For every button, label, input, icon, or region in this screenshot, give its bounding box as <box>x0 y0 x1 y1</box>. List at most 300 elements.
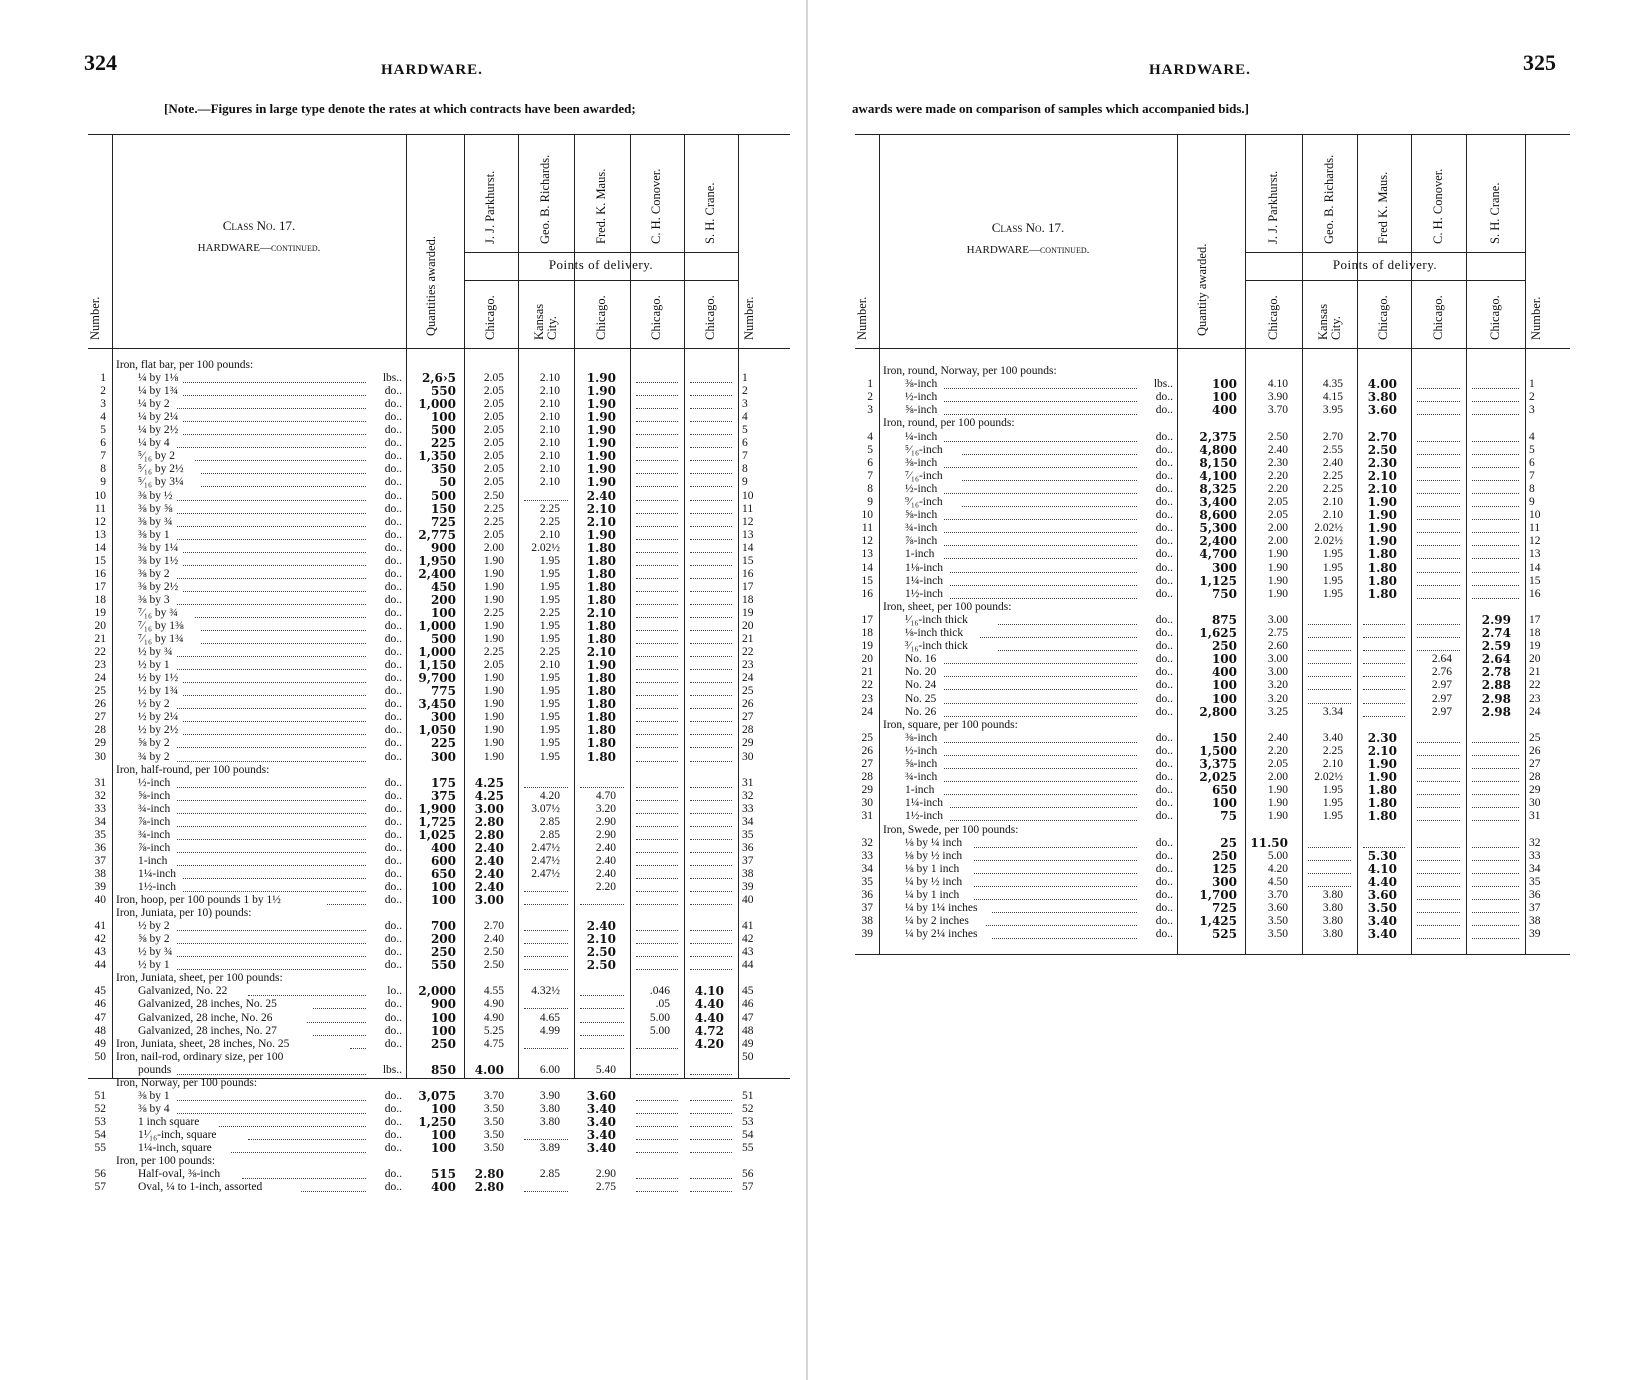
section-title: Iron, flat bar, per 100 pounds: <box>116 359 254 371</box>
unit-label: do.. <box>1155 758 1173 770</box>
empty-price-dots <box>690 1142 732 1153</box>
quantity-header: Quantity awarded. <box>1195 243 1209 336</box>
unit-label: do.. <box>1155 456 1173 469</box>
row-number-right: 31 <box>742 776 754 789</box>
leader-dots <box>998 614 1138 625</box>
empty-price-dots <box>524 490 568 501</box>
item-description: ⁷⁄₁₆ by 1⅜ <box>138 620 184 632</box>
quantity-awarded: 300 <box>1211 560 1237 575</box>
row-number: 36 <box>861 889 873 901</box>
bid-price: 2.98 <box>1481 704 1511 719</box>
bid-price: 1.95 <box>1322 561 1343 574</box>
unit-label: do.. <box>384 437 402 450</box>
leader-dots <box>177 398 366 409</box>
city-header: Chicago. <box>703 295 717 340</box>
row-number: 22 <box>94 646 106 659</box>
empty-price-dots <box>636 933 678 944</box>
bid-price: 2.20 <box>1267 744 1288 757</box>
leader-dots <box>177 1064 366 1075</box>
row-number-right: 2 <box>1529 391 1535 404</box>
empty-price-dots <box>1472 915 1519 926</box>
table-row <box>88 737 790 751</box>
bid-price: 2.50 <box>1367 442 1397 457</box>
empty-price-dots <box>1417 876 1460 887</box>
item-description: ⁵⁄₁₆ by 2½ <box>138 463 184 476</box>
leader-dots <box>944 431 1137 442</box>
quantity-awarded: 75 <box>1220 809 1237 824</box>
item-description: ⅜-inch <box>905 456 938 469</box>
row-number: 29 <box>861 784 873 797</box>
row-number-right: 35 <box>1529 875 1541 888</box>
quantity-awarded: 875 <box>1211 612 1237 627</box>
table-row <box>88 490 790 504</box>
empty-price-dots <box>636 698 678 709</box>
empty-price-dots <box>1417 771 1460 782</box>
bid-price: 3.40 <box>1367 927 1397 942</box>
empty-price-dots <box>636 737 678 748</box>
row-number-right: 13 <box>1529 548 1541 561</box>
row-number: 42 <box>94 933 106 946</box>
row-number-right: 31 <box>1529 810 1541 823</box>
row-number: 19 <box>94 606 106 619</box>
bid-price: 1.90 <box>1267 574 1288 587</box>
bid-price: 2.00 <box>1267 522 1288 535</box>
item-description: Half-oval, ⅜-inch <box>138 1168 221 1181</box>
bid-price: 1.90 <box>1367 757 1397 771</box>
empty-price-dots <box>636 633 678 644</box>
leader-dots <box>177 751 366 762</box>
bid-price: 2.40 <box>474 866 504 881</box>
bid-price: 1.90 <box>586 423 616 438</box>
leader-dots <box>944 378 1137 389</box>
item-description: ½ by 1 <box>138 959 170 972</box>
item-description: ⅜ by 3 <box>138 593 170 606</box>
row-number: 35 <box>861 875 873 888</box>
empty-price-dots <box>1308 837 1351 848</box>
row-number: 48 <box>94 1024 106 1037</box>
class-title-block <box>879 220 1177 256</box>
bid-price: 4.35 <box>1322 378 1343 391</box>
bid-price: 3.40 <box>586 1127 616 1142</box>
bid-price: 1.90 <box>483 698 504 711</box>
unit-label: do.. <box>384 424 402 437</box>
bid-price: 3.60 <box>586 1088 616 1103</box>
unit-label: do.. <box>384 933 402 946</box>
empty-price-dots <box>690 698 732 709</box>
row-number-right: 20 <box>742 620 754 632</box>
row-number-right: 57 <box>742 1181 754 1194</box>
item-description: ⅞-inch <box>138 815 171 828</box>
bid-price: 3.20 <box>1267 679 1288 692</box>
city-header: Chicago. <box>649 295 663 340</box>
row-number: 9 <box>100 476 106 489</box>
city-header: City. <box>545 316 559 340</box>
unit-label: do.. <box>384 1181 402 1194</box>
note-right: awards were made on comparison of samples which accompanied bids.] <box>852 101 1249 116</box>
row-number: 47 <box>94 1011 106 1024</box>
empty-price-dots <box>1417 391 1460 402</box>
row-number: 32 <box>94 789 106 802</box>
empty-price-dots <box>1417 640 1460 651</box>
empty-price-dots <box>1472 535 1519 546</box>
unit-label: do.. <box>384 959 402 972</box>
empty-price-dots <box>1472 758 1519 769</box>
empty-price-dots <box>524 920 568 931</box>
bid-price: 3.40 <box>586 1101 616 1116</box>
row-number-right: 40 <box>742 894 754 907</box>
quantity-awarded: 100 <box>430 605 456 620</box>
quantity-awarded: 775 <box>430 684 456 699</box>
row-number: 14 <box>94 541 106 554</box>
empty-price-dots <box>1472 522 1519 533</box>
row-number: 28 <box>94 724 106 737</box>
item-description: No. 16 <box>905 653 937 666</box>
item-description: ¼ by 2¼ inches <box>905 928 978 941</box>
bid-price: 2.97 <box>1431 692 1452 705</box>
empty-price-dots <box>1417 837 1460 848</box>
leader-dots <box>950 562 1137 573</box>
leader-dots <box>177 777 366 788</box>
row-number: 54 <box>94 1128 106 1141</box>
empty-price-dots <box>690 920 732 931</box>
number-header: Number. <box>855 296 869 340</box>
row-number: 34 <box>861 862 873 875</box>
item-description: ½-inch <box>905 482 938 495</box>
unit-label: lbs.. <box>382 372 402 385</box>
bid-price: 1.95 <box>539 737 560 750</box>
row-number-right: 53 <box>742 1115 754 1128</box>
item-description: ½ by ¾ <box>138 946 173 959</box>
bid-price: 2.10 <box>586 645 616 660</box>
bid-price: 1.90 <box>483 567 504 580</box>
empty-price-dots <box>1417 588 1460 599</box>
leader-dots <box>950 575 1137 586</box>
unit-label: do.. <box>1155 797 1173 810</box>
empty-price-dots <box>1308 627 1351 638</box>
row-number-right: 18 <box>742 593 754 606</box>
bid-price: 2.97 <box>1431 679 1452 692</box>
bid-price: 2.75 <box>595 1181 616 1194</box>
row-number-right: 16 <box>1529 587 1541 600</box>
item-description: Galvanized, 28 inches, No. 25 <box>138 998 277 1011</box>
empty-price-dots <box>636 476 678 487</box>
item-description: ⅜ by ¾ <box>138 515 173 528</box>
bidder-name-header: S. H. Crane. <box>703 182 717 244</box>
empty-price-dots <box>690 1090 732 1101</box>
bid-price: 1.90 <box>586 436 616 451</box>
row-number-right: 35 <box>742 828 754 841</box>
row-number: 53 <box>94 1115 106 1128</box>
row-number-right: 49 <box>742 1037 754 1050</box>
bid-price: 1.95 <box>539 698 560 711</box>
table-row <box>855 706 1570 720</box>
item-description: ⁵⁄₁₆ by 2 <box>138 450 175 463</box>
quantity-awarded: 200 <box>430 932 456 947</box>
bid-price: 4.70 <box>595 789 616 802</box>
row-number-right: 29 <box>1529 784 1541 797</box>
bid-price: 2.40 <box>586 488 616 503</box>
unit-label: do.. <box>384 541 402 554</box>
bid-price: 3.07½ <box>531 802 560 815</box>
empty-price-dots <box>1472 784 1519 795</box>
bid-price: 3.70 <box>483 1089 504 1102</box>
bid-price: 2.20 <box>1267 482 1288 495</box>
leader-dots <box>183 685 366 696</box>
bid-price: 3.70 <box>1267 404 1288 417</box>
row-number: 11 <box>94 502 106 515</box>
unit-label: do.. <box>384 1168 402 1181</box>
empty-price-dots <box>1472 732 1519 743</box>
row-number: 31 <box>94 776 106 789</box>
empty-price-dots <box>1417 562 1460 573</box>
unit-label: do.. <box>384 789 402 802</box>
empty-price-dots <box>690 1064 732 1075</box>
bid-price: 4.20 <box>694 1036 724 1051</box>
unit-label: do.. <box>1155 535 1173 548</box>
quantity-awarded: 1,150 <box>418 658 456 673</box>
item-description: ⅜ by 4 <box>138 1102 170 1115</box>
leader-dots <box>201 620 366 631</box>
quantity-awarded: 1,025 <box>418 827 456 842</box>
bid-price: 1.95 <box>1322 574 1343 587</box>
item-description: No. 25 <box>905 692 937 705</box>
empty-price-dots <box>636 1103 678 1114</box>
bid-price: 2.70 <box>483 920 504 933</box>
bid-price: 2.25 <box>1322 469 1343 482</box>
row-number-right: 47 <box>742 1011 754 1024</box>
row-number: 57 <box>94 1181 106 1194</box>
empty-price-dots <box>636 372 678 383</box>
row-number: 6 <box>867 456 873 469</box>
empty-price-dots <box>636 594 678 605</box>
empty-price-dots <box>1472 457 1519 468</box>
unit-label: do.. <box>384 659 402 672</box>
bid-price: 1.80 <box>586 619 616 633</box>
row-number: 10 <box>861 509 873 522</box>
item-description: 1¼-inch <box>905 797 944 810</box>
quantity-awarded: 2,800 <box>1199 704 1237 719</box>
leader-dots <box>177 920 366 931</box>
row-number-right: 33 <box>742 802 754 815</box>
bid-price: 2.10 <box>1322 758 1343 770</box>
row-number: 33 <box>94 802 106 815</box>
quantity-awarded: 100 <box>430 1023 456 1038</box>
empty-price-dots <box>690 633 732 644</box>
empty-price-dots <box>1417 457 1460 468</box>
row-number-right: 17 <box>1529 613 1541 626</box>
bid-price: 2.10 <box>539 437 560 450</box>
item-description: ¼ by 2½ <box>138 424 179 437</box>
bid-price: 1.80 <box>586 632 616 647</box>
leader-dots <box>177 933 366 944</box>
bid-price: 2.10 <box>539 450 560 463</box>
bid-price: 2.20 <box>1267 469 1288 482</box>
empty-price-dots <box>524 777 568 788</box>
empty-price-dots <box>636 685 678 696</box>
leader-dots <box>974 876 1137 887</box>
bid-price: 4.25 <box>474 775 504 790</box>
row-number: 38 <box>861 915 873 928</box>
bid-price: 1.80 <box>1367 560 1397 575</box>
quantity-awarded: 650 <box>430 866 456 881</box>
leader-dots <box>944 771 1137 782</box>
bid-price: 1.90 <box>586 397 616 412</box>
bidder-name-header: J. J. Parkhurst. <box>483 170 497 244</box>
bid-price: 3.80 <box>539 1102 560 1115</box>
bid-price: 2.10 <box>586 605 616 620</box>
bid-price: 1.80 <box>1367 809 1397 824</box>
empty-price-dots <box>690 411 732 422</box>
row-number-right: 38 <box>742 867 754 880</box>
bid-price: 1.90 <box>483 580 504 593</box>
bid-price: 1.90 <box>1267 797 1288 810</box>
bid-price: 1.90 <box>586 384 616 399</box>
row-number: 7 <box>867 469 873 482</box>
bid-price: 1.80 <box>1367 586 1397 601</box>
bid-price: 1.90 <box>1367 534 1397 549</box>
bid-price: 2.10 <box>539 659 560 672</box>
empty-price-dots <box>636 959 678 970</box>
bid-price: 3.80 <box>1322 915 1343 928</box>
item-description: Iron, nail-rod, ordinary size, per 100 <box>116 1050 284 1063</box>
item-description: ¼ by 4 <box>138 437 170 450</box>
item-description: ¾-inch <box>905 522 938 535</box>
quantity-awarded: 2,000 <box>418 984 456 999</box>
empty-price-dots <box>1472 496 1519 507</box>
bid-price: 2.25 <box>539 502 560 515</box>
unit-label: do.. <box>384 854 402 867</box>
leader-dots <box>177 490 366 501</box>
row-number: 23 <box>94 659 106 672</box>
section-title: Iron, Juniata, per 10) pounds: <box>116 907 252 920</box>
empty-price-dots <box>636 490 678 501</box>
unit-label: do.. <box>384 398 402 411</box>
bid-price: 4.40 <box>694 1010 724 1025</box>
leader-dots <box>313 1025 366 1036</box>
bid-price: 2.64 <box>1481 652 1511 667</box>
empty-price-dots <box>690 542 732 553</box>
quantity-awarded: 100 <box>1211 377 1237 392</box>
quantity-awarded: 3,450 <box>418 697 456 712</box>
bid-price: 3.40 <box>586 1114 616 1129</box>
table-row <box>855 431 1570 445</box>
leader-dots <box>944 745 1137 756</box>
unit-label: do.. <box>384 881 402 893</box>
bid-price: 1.90 <box>483 724 504 737</box>
unit-label: do.. <box>384 593 402 606</box>
unit-label: do.. <box>1155 522 1173 535</box>
leader-dots <box>177 1103 366 1114</box>
bid-price: 5.00 <box>649 1011 670 1024</box>
row-number-right: 54 <box>742 1128 754 1141</box>
bid-price: 2.10 <box>539 398 560 411</box>
leader-dots <box>313 998 366 1009</box>
bid-price: 2.25 <box>1322 482 1343 495</box>
empty-price-dots <box>690 620 732 631</box>
row-number-right: 32 <box>742 789 754 802</box>
unit-label: do.. <box>384 515 402 528</box>
bid-price: 1.90 <box>483 633 504 646</box>
row-number: 51 <box>94 1089 106 1102</box>
leader-dots <box>183 555 366 566</box>
row-number-right: 14 <box>1529 561 1541 574</box>
unit-label: do.. <box>1155 469 1173 482</box>
table-row <box>88 1142 790 1156</box>
leader-dots <box>183 424 366 435</box>
row-number-right: 27 <box>742 711 754 724</box>
quantity-awarded: 100 <box>430 1010 456 1025</box>
item-description: ⅞-inch <box>138 841 171 854</box>
quantity-awarded: 100 <box>430 1101 456 1116</box>
empty-price-dots <box>1308 679 1351 690</box>
bid-price: 2.10 <box>586 501 616 516</box>
row-number: 21 <box>861 666 873 679</box>
bid-price: 6.00 <box>539 1063 560 1076</box>
quantity-awarded: 1,625 <box>1199 626 1237 640</box>
empty-price-dots <box>580 1025 624 1036</box>
bid-price: 3.70 <box>1267 889 1288 901</box>
quantity-awarded: 8,600 <box>1199 508 1237 523</box>
bid-price: 2.75 <box>1267 627 1288 639</box>
empty-price-dots <box>636 620 678 631</box>
unit-label: do.. <box>1155 561 1173 574</box>
empty-price-dots <box>636 790 678 801</box>
bid-price: 1.95 <box>539 750 560 763</box>
unit-label: do.. <box>384 1128 402 1141</box>
leader-dots <box>944 732 1137 743</box>
quantity-awarded: 350 <box>430 462 456 477</box>
bid-price: 2.85 <box>539 1168 560 1181</box>
table-row <box>855 562 1570 576</box>
item-description: 1¼-inch <box>905 574 944 587</box>
class-subtitle: HARDWARE—continued. <box>966 244 1090 256</box>
unit-label: do.. <box>1155 404 1173 417</box>
empty-price-dots <box>524 998 568 1009</box>
leader-dots <box>177 437 366 448</box>
row-number-right: 4 <box>1529 430 1535 443</box>
row-number-right: 37 <box>1529 902 1541 915</box>
empty-price-dots <box>690 933 732 944</box>
page-title-right: HARDWARE. <box>1149 62 1251 78</box>
empty-price-dots <box>1363 666 1405 677</box>
item-description: ⅜ by ⅝ <box>138 502 173 515</box>
bid-price: 4.10 <box>1267 378 1288 391</box>
row-number: 26 <box>94 698 106 711</box>
empty-price-dots <box>690 385 732 396</box>
leader-dots <box>177 855 366 866</box>
row-number: 17 <box>861 613 873 626</box>
bid-price: 1.80 <box>586 566 616 581</box>
leader-dots <box>980 627 1137 638</box>
item-description: 1¹⁄₁₆-inch, square <box>138 1128 217 1141</box>
row-number-right: 10 <box>742 489 754 502</box>
item-description: ½ by 1¾ <box>138 685 179 698</box>
item-description: 1½-inch <box>138 881 177 893</box>
bid-price: 2.90 <box>595 828 616 841</box>
bid-price: 2.98 <box>1481 691 1511 706</box>
bid-price: 3.50 <box>483 1142 504 1154</box>
table-row <box>88 476 790 490</box>
bid-price: 3.89 <box>539 1142 560 1154</box>
empty-price-dots <box>636 1142 678 1153</box>
empty-price-dots <box>1417 548 1460 559</box>
row-number-right: 19 <box>742 606 754 619</box>
unit-label: do.. <box>384 998 402 1011</box>
bid-price: 3.34 <box>1322 705 1343 718</box>
empty-price-dots <box>690 959 732 970</box>
bid-price: 2.40 <box>483 933 504 946</box>
number-header-right: Number. <box>742 296 756 340</box>
